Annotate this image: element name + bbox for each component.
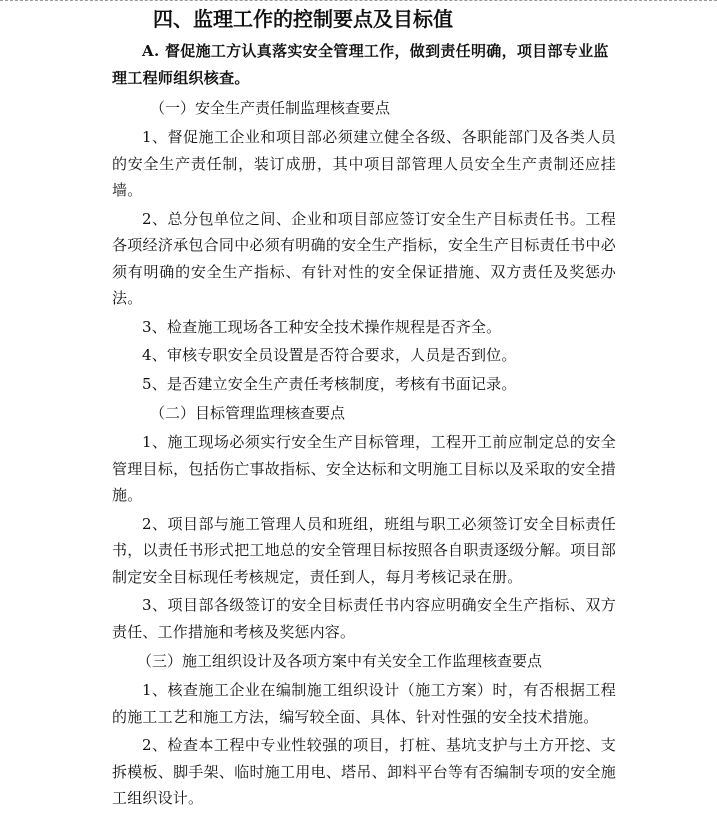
subsection-title-1: （一）安全生产责任制监理核查要点 (150, 99, 391, 117)
list-item: 2、总分包单位之间、企业和项目部应签订安全生产目标责任书。工程各项经济承包合同中必须有明确的安全生产指标，安全生产目标责任书中必须有明确的安全生产指标、有针对性的安全保证措施、双方责任及奖惩办法。 (112, 209, 616, 307)
list-item: 2、检查本工程中专业性较强的项目，打桩、基坑支护与土方开挖、支拆模板、脚手架、临时施工用电、塔吊、卸料平台等有否编制专项的安全施工组织设计。 (112, 736, 616, 807)
list-item: 3、项目部各级签订的安全目标责任书内容应明确安全生产指标、双方责任、工作措施和考核及奖惩内容。 (112, 596, 616, 641)
section-heading: 四、监理工作的控制要点及目标值 (153, 7, 453, 31)
list-item: 4、审核专职安全员设置是否符合要求，人员是否到位。 (142, 346, 517, 364)
subsection-title-2: （二）目标管理监理核查要点 (150, 404, 346, 422)
list-item: 2、项目部与施工管理人员和班组，班组与职工必须签订安全目标责任书，以责任书形式把工地总的安全管理目标按照各自职责逐级分解。项目部制定安全目标现任考核规定，责任到人，每月考核记录在册。 (112, 514, 616, 586)
list-item: 1、施工现场必须实行安全生产目标管理，工程开工前应制定总的安全管理目标，包括伤亡事故指标、安全达标和文明施工目标以及采取的安全措施。 (112, 433, 616, 504)
list-item: 5、是否建立安全生产责任考核制度，考核有书面记录。 (142, 374, 517, 393)
subsection-title-3: （三）施工组织设计及各项方案中有关安全工作监理核查要点 (137, 652, 543, 670)
document-page (112, 6, 616, 812)
list-item: 3、检查施工现场各工种安全技术操作规程是否齐全。 (142, 317, 502, 336)
page-top-border (0, 0, 717, 1)
list-item: 1、核查施工企业在编制施工组织设计（施工方案）时，有否根据工程的施工工艺和施工方法，编写较全面、具体、针对性强的安全技术措施。 (112, 681, 616, 726)
lead-paragraph: A. 督促施工方认真落实安全管理工作，做到责任明确，项目部专业监理工程师组织核查。 (112, 42, 609, 87)
list-item: 1、督促施工企业和项目部必须建立健全各级、各职能部门及各类人员的安全生产责任制，装订成册，其中项目部管理人员安全生产责制还应挂墙。 (112, 128, 616, 199)
